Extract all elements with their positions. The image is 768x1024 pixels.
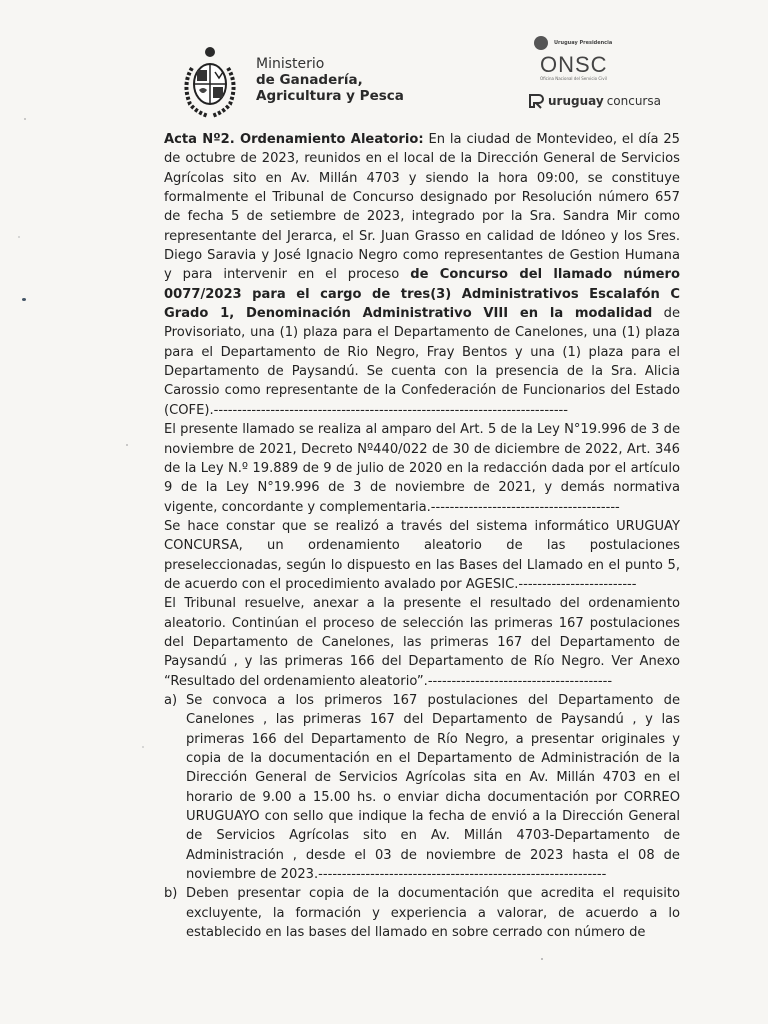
presidencia-seal-icon (534, 36, 548, 50)
paragraph-resolution: El Tribunal resuelve, anexar a la presente el resultado del ordenamiento aleatorio. Continúan el proceso de selección las primeras 167 postulaciones del Departamento de Canelones, las primeras 167 del Departamento de Paysandú , y las primeras 166 del Departamento de Río Negro. Ver Anexo “Resultado del ordenamiento aleatorio”.--------------------------------------- (164, 596, 680, 689)
list-marker: a) (164, 692, 178, 708)
list-marker: b) (164, 886, 178, 902)
intro-text: En la ciudad de Montevideo, el día 25 de octubre de 2023, reunidos en el local de la Dirección General de Servicios Agrícolas sito en Av. Millán 4703 y siendo la hora 09:00, se constituye formalmente el Tribunal de Concurso designado por Resolución número 657 de fecha 5 de setiembre de 2023, integrado por la Sra. Sandra Mir como representante del Jerarca, el Sr. Juan Grasso en calidad de Idóneo y los Sres. Diego Saravia y José Ignacio Negro como representantes de Gestion Humana y para intervenir en el proceso (164, 132, 681, 283)
uruguay-concursa-bold: uruguay (548, 94, 604, 108)
onsc-header (528, 36, 678, 109)
scan-speck (126, 444, 128, 446)
list-item (164, 884, 680, 942)
resolution-items (164, 691, 680, 942)
scan-speck (18, 236, 20, 238)
concurso-reference: de Concurso del llamado número 0077/2023 para el cargo de tres(3) Administrativos Escalafón C Grado 1, Denominación Administrativo VIII en la modalidad (164, 267, 680, 322)
acta-body (164, 130, 680, 942)
ministry-header (178, 44, 404, 120)
paragraph-random-order: Se hace constar que se realizó a través del sistema informático URUGUAY CONCURSA, un ordenamiento aleatorio de las postulaciones preseleccionadas, según lo dispuesto en las Bases del Llamado en el punto 5, de acuerdo con el procedimiento avalado por AGESIC.------------------------- (164, 518, 680, 592)
presidencia-label: Uruguay Presidencia (554, 40, 613, 46)
list-item (164, 691, 680, 884)
uruguay-concursa-light: concursa (606, 94, 661, 108)
paragraph-intro (164, 130, 680, 420)
ministry-line-1: Ministerio (256, 56, 325, 72)
scan-speck (142, 746, 144, 748)
scan-speck (24, 118, 26, 120)
onsc-subtitle: Oficina Nacional del Servicio Civil (540, 76, 607, 81)
list-item-text: Deben presentar copia de la documentación que acredita el requisito excluyente, la formación y experiencia a valorar, de acuerdo a lo establecido en las bases del llamado en sobre cerrado con número de (186, 886, 680, 941)
list-item-text: Se convoca a los primeros 167 postulaciones del Departamento de Canelones , las primeras 167 del Departamento de Paysandú , y las primeras 166 del Departamento de Río Negro, a presentar originales y copia de la documentación en el Departamento de Administración de la Dirección General de Servicios Agrícolas sita en Av. Millán 4703 en el horario de 9.00 a 15.00 hs. o enviar dicha documentación por CORREO URUGUAYO con sello que indique la fecha de envió a la Dirección General de Servicios Agrícolas sito en Av. Millán 4703-Departamento de Administración , desde el 03 de noviembre de 2023 hasta el 08 de noviembre de 2023.------------------------------------------------------------- (186, 692, 680, 883)
scan-speck (22, 298, 26, 301)
ministry-line-3: Agricultura y Pesca (256, 88, 404, 104)
acta-title: Acta Nº2. Ordenamiento Aleatorio: (164, 132, 424, 147)
uruguay-concursa-logo-icon (528, 93, 544, 109)
intro-text-continued: de Provisoriato, una (1) plaza para el Departamento de Canelones, una (1) plaza para el Departamento de Rio Negro, Fray Bentos y una (1) plaza para el Departamento de Paysandú. Se cuenta con la presencia de la Sra. Alicia Carossio como representante de la Confederación de Funcionarios del Estado (COFE).--------------------------------------------------------------------------- (164, 306, 681, 418)
paragraph-legal-basis: El presente llamado se realiza al amparo del Art. 5 de la Ley N°19.996 de 3 de noviembre de 2021, Decreto Nº440/022 de 30 de diciembre de 2022, Art. 346 de la Ley N.º 19.889 de 9 de julio de 2020 en la redacción dada por el artículo 9 de la Ley N°19.996 de 3 de noviembre de 2021, y demás normativa vigente, concordante y complementaria.---------------------------------------- (164, 422, 680, 515)
presidencia-mark (534, 36, 678, 50)
ministry-line-2: de Ganadería, (256, 72, 363, 88)
ministry-name (256, 56, 404, 104)
scan-speck (541, 958, 543, 960)
uruguay-seal-icon (178, 44, 242, 120)
onsc-logo: ONSC (540, 52, 608, 77)
uruguay-concursa-logo (528, 93, 678, 109)
